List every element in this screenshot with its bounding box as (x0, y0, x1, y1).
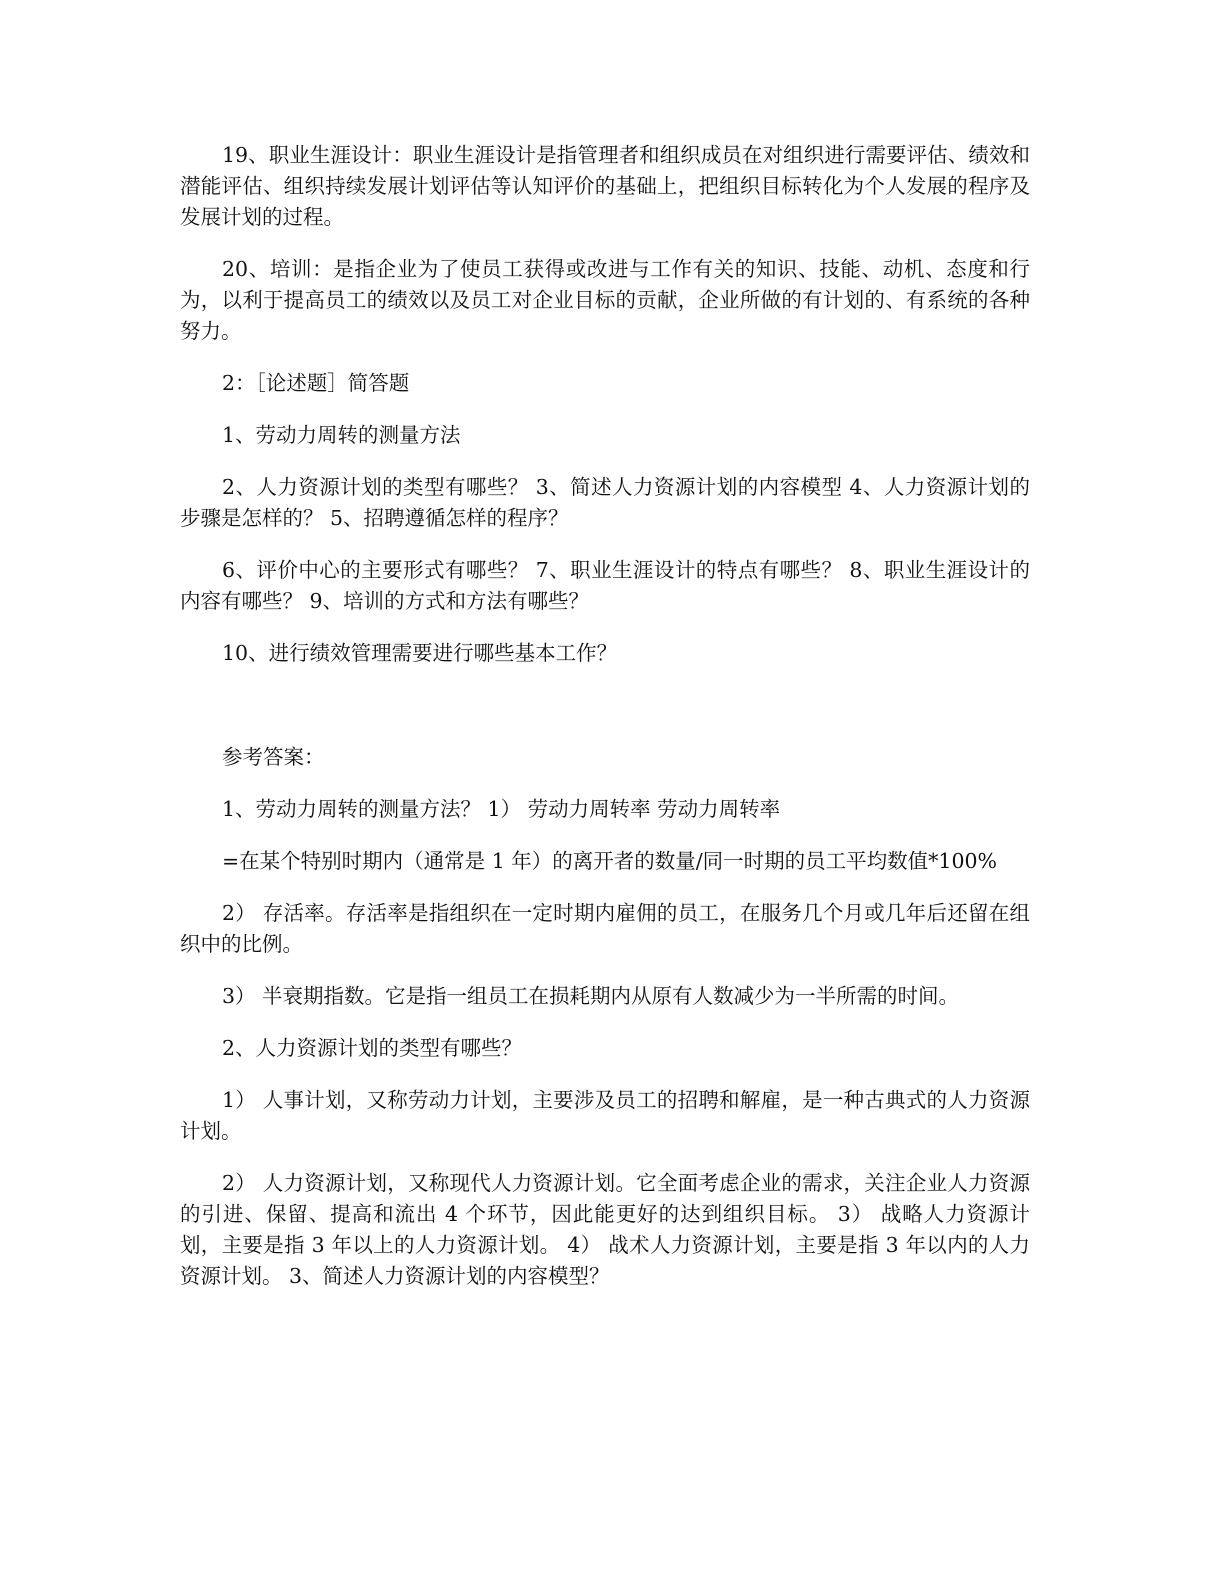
paragraph-survival-rate: 2） 存活率。存活率是指组织在一定时期内雇佣的员工，在服务几个月或几年后还留在组织中的比例。 (180, 901, 1030, 956)
paragraph-hr-plan-types: 2） 人力资源计划，又称现代人力资源计划。它全面考虑企业的需求，关注企业人力资源的引进、保留、提高和流出 4 个环节，因此能更好的达到组织目标。 3） 战略人力资源计划，主要是指 3 年以上的人力资源计划。 4） 战术人力资源计划，主要是指 3 年以内的人力资源计划。 3、简述人力资源计划的内容模型？ (180, 1171, 1030, 1288)
paragraph-question-10: 10、进行绩效管理需要进行哪些基本工作？ (222, 641, 618, 665)
paragraph-personnel-plan: 1） 人事计划，又称劳动力计划，主要涉及员工的招聘和解雇，是一种古典式的人力资源计划。 (180, 1088, 1030, 1143)
paragraph-answer-2-heading: 2、人力资源计划的类型有哪些？ (222, 1036, 523, 1060)
paragraph-question-1: 1、劳动力周转的测量方法 (222, 423, 461, 447)
document-page (180, 140, 1030, 1313)
paragraph-reference-answers-heading: 参考答案： (222, 745, 325, 769)
paragraph-turnover-formula: =在某个特别时期内（通常是 1 年）的离开者的数量/同一时期的员工平均数值*100% (222, 849, 998, 873)
paragraph-career-design-definition: 19、职业生涯设计：职业生涯设计是指管理者和组织成员在对组织进行需要评估、绩效和潜能评估、组织持续发展计划评估等认知评价的基础上，把组织目标转化为个人发展的程序及发展计划的过程。 (180, 143, 1030, 229)
paragraph-essay-section-heading: 2：［论述题］简答题 (222, 371, 410, 395)
paragraph-training-definition: 20、培训：是指企业为了使员工获得或改进与工作有关的知识、技能、动机、态度和行为，以利于提高员工的绩效以及员工对企业目标的贡献，企业所做的有计划的、有系统的各种努力。 (180, 257, 1030, 343)
paragraph-half-life-index: 3） 半衰期指数。它是指一组员工在损耗期内从原有人数减少为一半所需的时间。 (222, 984, 960, 1008)
paragraph-questions-2-5: 2、人力资源计划的类型有哪些？ 3、简述人力资源计划的内容模型 4、人力资源计划的步骤是怎样的？ 5、招聘遵循怎样的程序？ (180, 475, 1030, 530)
paragraph-questions-6-9: 6、评价中心的主要形式有哪些？ 7、职业生涯设计的特点有哪些？ 8、职业生涯设计的内容有哪些？ 9、培训的方式和方法有哪些？ (180, 558, 1030, 613)
paragraph-answer-1-turnover-rate: 1、劳动力周转的测量方法？ 1） 劳动力周转率 劳动力周转率 (222, 797, 781, 821)
paragraph-blank (180, 690, 1030, 721)
